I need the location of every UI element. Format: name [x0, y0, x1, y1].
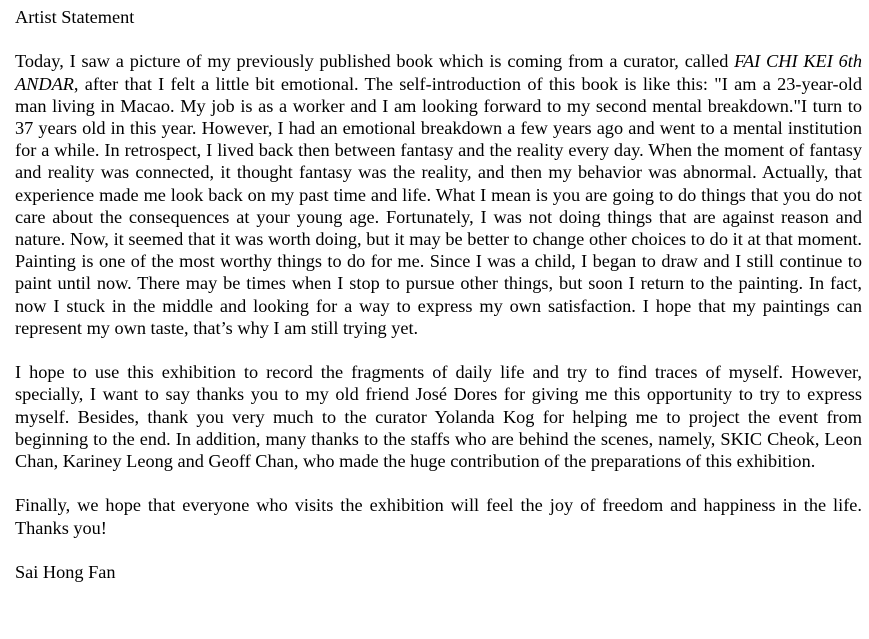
signature: Sai Hong Fan — [15, 562, 116, 583]
paragraph-2: I hope to use this exhibition to record the fragments of daily life and try to find traces of myself. However, specially, I want to say thanks you to my old friend José Dores for giving me this opportunity to try to express myself. Besides, thank you very much to the curator Yolanda Kog for helping me to project the event from beginning to the end. In addition, many thanks to the staffs who are behind the scenes, namely, SKIC Cheok, Leon Chan, Kariney Leong and Geoff Chan, who made the huge contribution of the preparations of this exhibition. — [15, 362, 862, 472]
book-title: FAI CHI KEI 6th ANDAR — [15, 51, 862, 94]
paragraph-1-intro: Today, I saw a picture of my previously published book which is coming from a curator, called — [15, 51, 735, 72]
paragraph-1-body: , after that I felt a little bit emotional. The self-introduction of this book is like this: "I am a 23-year-old man living in Macao. My job is as a worker and I am looking forward to my second mental breakdown."I turn to 37 years old in this year. However, I had an emotional breakdown a few years ago and went to a mental institution for a while. In retrospect, I lived back then between fantasy and the reality every day. When the moment of fantasy and reality was connected, it thought fantasy was the reality, and then my behavior was abnormal. Actually, that experience made me look back on my past time and life. What I mean is you are going to do things that you do not care about the consequences at your young age. Fortunately, I was not doing things that are against reason and nature. Now, it seemed that it was worth doing, but it may be better to change other choices to do it at that moment. Painting is one of the most worthy things to do for me. Since I was a child, I began to draw and I still continue to paint until now. There may be times when I stop to pursue other things, but soon I return to the painting. In fact, now I stuck in the middle and looking for a way to express my own satisfaction. I hope that my paintings can represent my own taste, that’s why I am still trying yet. — [15, 73, 862, 338]
paragraph-1 — [15, 50, 862, 339]
paragraph-3: Finally, we hope that everyone who visits the exhibition will feel the joy of freedom and happiness in the life. Thanks you! — [15, 495, 862, 538]
document-title: Artist Statement — [15, 7, 135, 27]
